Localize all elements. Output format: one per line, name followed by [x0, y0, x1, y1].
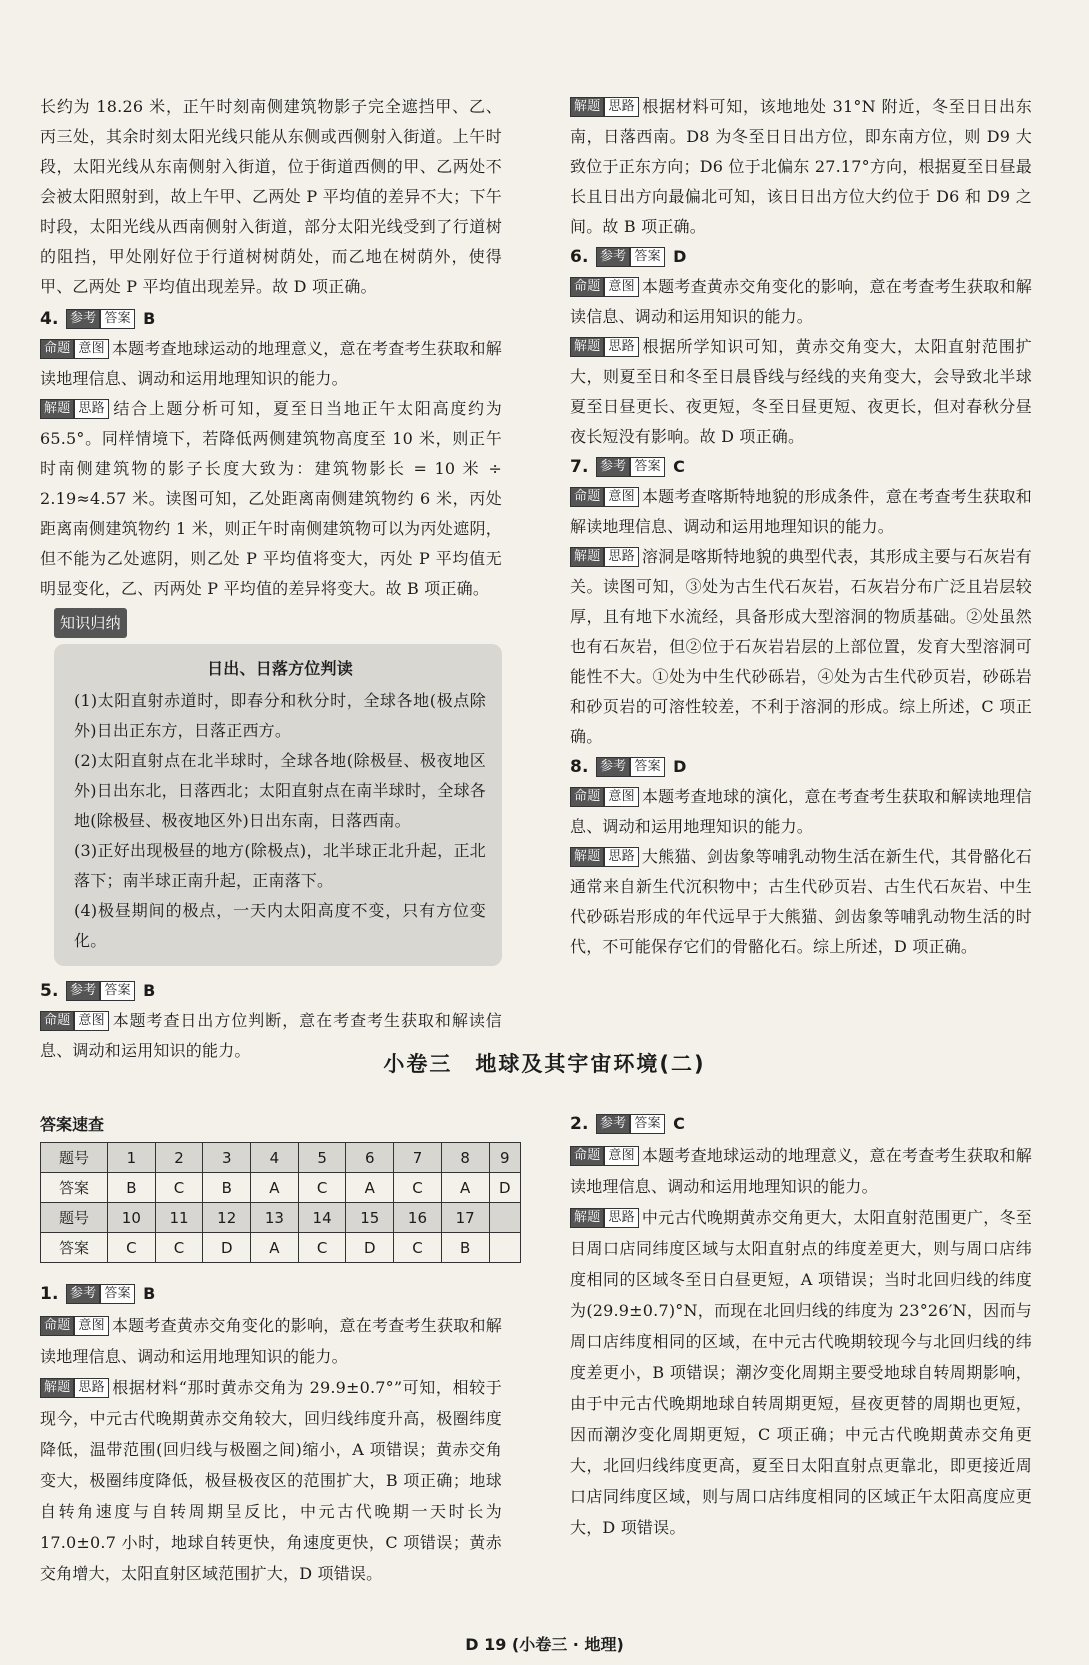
ref-answer-tag: 参考 答案	[596, 1114, 665, 1134]
table-cell: 12	[203, 1203, 251, 1233]
s3q2-number: 2.	[570, 1114, 589, 1134]
table-row	[41, 1203, 521, 1233]
q4-answer: B	[143, 309, 156, 328]
left-column	[40, 92, 502, 1066]
s3q1-answer-line	[40, 1278, 502, 1310]
table-cell: A	[441, 1173, 489, 1203]
table-cell: 16	[394, 1203, 442, 1233]
answer-quick-check-label: 答案速查	[40, 1115, 105, 1134]
idea-tag: 解题 思路	[570, 337, 639, 357]
table-cell: 14	[298, 1203, 346, 1233]
s3q1-intent: 命题 意图 本题考查黄赤交角变化的影响，意在考查考生获取和解读地理信息、调动和运用地理知识的能力。	[40, 1316, 502, 1366]
q8-number: 8.	[570, 757, 589, 777]
ref-answer-tag: 参考 答案	[66, 309, 135, 329]
page-footer: D 19 (小卷三 · 地理)	[465, 1635, 624, 1654]
table-cell: 8	[441, 1143, 489, 1173]
q7-intent: 命题 意图 本题考查喀斯特地貌的形成条件，意在考查考生获取和解读地理信息、调动和运用地理知识的能力。	[570, 487, 1032, 536]
q6-idea: 解题 思路 根据所学知识可知，黄赤交角变大，太阳直射范围扩大，则夏至日和冬至日晨昏线与经线的夹角变大，会导致北半球夏至日昼更长、夜更短，冬至日昼更短、夜更长，但对春秋分昼夜长短没有影响。故 D 项正确。	[570, 337, 1032, 446]
s3q2-intent: 命题 意图 本题考查地球运动的地理意义，意在考查考生获取和解读地理信息、调动和运用地理知识的能力。	[570, 1146, 1032, 1196]
q7-answer-line	[570, 452, 1032, 482]
table-cell: 15	[346, 1203, 394, 1233]
q8-intent: 命题 意图 本题考查地球的演化，意在考查考生获取和解读地理信息、调动和运用地理知识的能力。	[570, 787, 1032, 836]
s3q1-answer: B	[143, 1284, 156, 1303]
table-cell: 10	[108, 1203, 156, 1233]
ref-answer-tag: 参考 答案	[596, 457, 665, 477]
table-cell: 5	[298, 1143, 346, 1173]
intent-tag: 命题 意图	[570, 487, 639, 507]
table-cell: 3	[203, 1143, 251, 1173]
q8-idea: 解题 思路 大熊猫、剑齿象等哺乳动物生活在新生代，其骨骼化石通常来自新生代沉积物中；古生代砂页岩、古生代石灰岩、中生代砂砾岩形成的年代远早于大熊猫、剑齿象等哺乳动物生活的时代，不可能保存它们的骨骼化石。综上所述，D 项正确。	[570, 847, 1032, 956]
knowledge-label	[40, 608, 502, 638]
q4-answer-line	[40, 304, 502, 334]
right-column	[570, 92, 1032, 962]
idea-tag: 解题 思路	[570, 97, 639, 117]
table-cell: D	[203, 1233, 251, 1263]
q4-intent: 命题 意图 本题考查地球运动的地理意义，意在考查考生获取和解读地理信息、调动和运用地理知识的能力。	[40, 339, 502, 388]
table-cell: B	[203, 1173, 251, 1203]
intent-tag: 命题 意图	[570, 1146, 639, 1166]
idea-tag: 解题 思路	[570, 1208, 639, 1228]
q6-answer-line	[570, 242, 1032, 272]
table-cell: C	[298, 1173, 346, 1203]
table-cell: B	[441, 1233, 489, 1263]
table-cell: B	[108, 1173, 156, 1203]
idea-tag: 解题 思路	[570, 847, 639, 867]
q6-number: 6.	[570, 247, 589, 267]
q7-idea: 解题 思路 溶洞是喀斯特地貌的典型代表，其形成主要与石灰岩有关。读图可知，③处为古生代石灰岩，石灰岩分布广泛且岩层较厚，且有地下水流经，具备形成大型溶洞的物质基础。②处虽然也有石灰岩，但②位于石灰岩岩层的上部位置，发育大型溶洞可能性不大。①处为中生代砂砾岩，④处为古生代砂页岩，砂砾岩和砂页岩的可溶性较差，不利于溶洞的形成。综上所述，C 项正确。	[570, 547, 1032, 746]
q8-answer-line	[570, 752, 1032, 782]
table-cell: 13	[251, 1203, 299, 1233]
idea-tag: 解题 思路	[40, 399, 109, 419]
q6-intent: 命题 意图 本题考查黄赤交角变化的影响，意在考查考生获取和解读信息、调动和运用知识的能力。	[570, 277, 1032, 326]
knowledge-item: (2)太阳直射点在北半球时，全球各地(除极昼、极夜地区外)日出东北，日落西北；太阳直射点在南半球时，全球各地(除极昼、极夜地区外)日出东南，日落西南。	[74, 751, 486, 830]
table-cell: 11	[155, 1203, 203, 1233]
table-cell	[489, 1203, 521, 1233]
s3-left-column	[40, 1278, 502, 1589]
s3q2-idea: 解题 思路 中元古代晚期黄赤交角更大，太阳直射范围更广，冬至日周口店同纬度区域与太阳直射点的纬度差更大，则与周口店纬度相同的区域冬至日白昼更短，A 项错误；当时北回归线的纬度为(29.9±0.7)°N，而现在北回归线的纬度为 23°26′N，因而与周口店纬度相同的区域，在中元古代晚期较现今与北回归线的纬度差更小，B 项错误；潮汐变化周期主要受地球自转周期影响，由于中元古代晚期地球自转周期更短，昼夜更替的周期也更短，因而潮汐变化周期更短，C 项正确；中元古代晚期黄赤交角更大，北回归线纬度更高，夏至日太阳直射点更靠北，即更接近周口店同纬度区域，则与周口店纬度相同的区域正午太阳高度应更大，D 项错误。	[570, 1208, 1032, 1537]
table-cell: 题号	[41, 1203, 108, 1233]
knowledge-box	[54, 644, 502, 966]
q5-answer: B	[143, 981, 156, 1000]
intent-tag: 命题 意图	[570, 277, 639, 297]
table-cell: 17	[441, 1203, 489, 1233]
q4-number: 4.	[40, 309, 59, 329]
ref-answer-tag: 参考 答案	[66, 981, 135, 1001]
table-cell: C	[155, 1233, 203, 1263]
table-cell: C	[394, 1233, 442, 1263]
table-cell: A	[251, 1233, 299, 1263]
q5-intent: 命题 意图 本题考查日出方位判断，意在考查考生获取和解读信息、调动和运用知识的能力。	[40, 1011, 502, 1060]
table-row	[41, 1233, 521, 1263]
section-title: 小卷三 地球及其宇宙环境(二)	[383, 1052, 706, 1076]
knowledge-item: (4)极昼期间的极点，一天内太阳高度不变，只有方位变化。	[74, 901, 486, 950]
table-cell: 1	[108, 1143, 156, 1173]
q4-idea: 解题 思路 结合上题分析可知，夏至日当地正午太阳高度约为 65.5°。同样情境下，若降低两侧建筑物高度至 10 米，则正午时南侧建筑物的影子长度大致为：建筑物影长 = 10 米 ÷ 2.19≈4.57 米。读图可知，乙处距离南侧建筑物约 6 米，丙处距离南侧建筑物约 1 米，则正午时南侧建筑物可以为丙处遮阴，但不能为乙处遮阴，则乙处 P 平均值将变大，丙处 P 平均值无明显变化，乙、丙两处 P 平均值的差异将变大。故 B 项正确。	[40, 399, 502, 598]
table-cell: 2	[155, 1143, 203, 1173]
s3q2-answer: C	[673, 1114, 686, 1133]
q5-idea: 解题 思路 根据材料可知，该地地处 31°N 附近，冬至日日出东南，日落西南。D8 为冬至日日出方位，即东南方位，则 D9 大致位于正东方向；D6 位于北偏东 27.17°方向，根据夏至日昼最长且日出方向最偏北可知，该日日出方位大约位于 D6 和 D9 之间。故 B 项正确。	[570, 97, 1032, 236]
table-cell: D	[489, 1173, 521, 1203]
table-cell: 4	[251, 1143, 299, 1173]
ref-answer-tag: 参考 答案	[66, 1284, 135, 1304]
knowledge-item: (3)正好出现极昼的地方(除极点)，北半球正北升起，正北落下；南半球正南升起，正南落下。	[74, 841, 486, 890]
ref-answer-tag: 参考 答案	[596, 247, 665, 267]
idea-tag: 解题 思路	[40, 1378, 109, 1398]
s3-right-column	[570, 1108, 1032, 1543]
q5-answer-line	[40, 976, 502, 1006]
q8-answer: D	[673, 757, 687, 776]
intent-tag: 命题 意图	[570, 787, 639, 807]
table-cell: A	[251, 1173, 299, 1203]
knowledge-summary-label: 知识归纳	[54, 608, 127, 638]
ref-answer-tag: 参考 答案	[596, 757, 665, 777]
q6-answer: D	[673, 247, 687, 266]
table-row	[41, 1173, 521, 1203]
idea-tag: 解题 思路	[570, 547, 639, 567]
s3q2-answer-line	[570, 1108, 1032, 1140]
table-cell: 题号	[41, 1143, 108, 1173]
q7-number: 7.	[570, 457, 589, 477]
table-cell: 7	[394, 1143, 442, 1173]
s3q1-idea: 解题 思路 根据材料“那时黄赤交角为 29.9±0.7°”可知，相较于现今，中元古代晚期黄赤交角较大，回归线纬度升高，极圈纬度降低，温带范围(回归线与极圈之间)缩小，A 项错误；黄赤交角变大，极圈纬度降低，极昼极夜区的范围扩大，B 项正确；地球自转角速度与自转周期呈反比，中元古代晚期一天时长为 17.0±0.7 小时，地球自转更快，角速度更快，C 项错误；黄赤交角增大，太阳直射区域范围扩大，D 项错误。	[40, 1378, 502, 1583]
table-cell: C	[155, 1173, 203, 1203]
table-cell: C	[394, 1173, 442, 1203]
table-cell: C	[108, 1233, 156, 1263]
table-cell	[489, 1233, 521, 1263]
s3q1-number: 1.	[40, 1284, 59, 1304]
intent-tag: 命题 意图	[40, 339, 109, 359]
knowledge-item: (1)太阳直射赤道时，即春分和秋分时，全球各地(极点除外)日出正东方，日落正西方。	[74, 691, 486, 740]
intent-tag: 命题 意图	[40, 1011, 109, 1031]
continued-explanation: 长约为 18.26 米，正午时刻南侧建筑物影子完全遮挡甲、乙、丙三处，其余时刻太阳光线只能从东侧或西侧射入街道。上午时段，太阳光线从东南侧射入街道，位于街道西侧的甲、乙两处不会被太阳照射到，故上午甲、乙两处 P 平均值的差异不大；下午时段，太阳光线从西南侧射入街道，部分太阳光线受到了行道树的阻挡，甲处刚好位于行道树树荫处，而乙地在树荫外，使得甲、乙两处 P 平均值出现差异。故 D 项正确。	[40, 97, 502, 296]
table-cell: 9	[489, 1143, 521, 1173]
q7-answer: C	[673, 457, 686, 476]
table-cell: 6	[346, 1143, 394, 1173]
knowledge-title: 日出、日落方位判读	[207, 659, 353, 678]
table-row	[41, 1143, 521, 1173]
intent-tag: 命题 意图	[40, 1316, 109, 1336]
table-cell: 答案	[41, 1173, 108, 1203]
table-cell: A	[346, 1173, 394, 1203]
q5-number: 5.	[40, 981, 59, 1001]
answer-table	[40, 1142, 521, 1263]
table-cell: 答案	[41, 1233, 108, 1263]
table-cell: D	[346, 1233, 394, 1263]
table-cell: C	[298, 1233, 346, 1263]
